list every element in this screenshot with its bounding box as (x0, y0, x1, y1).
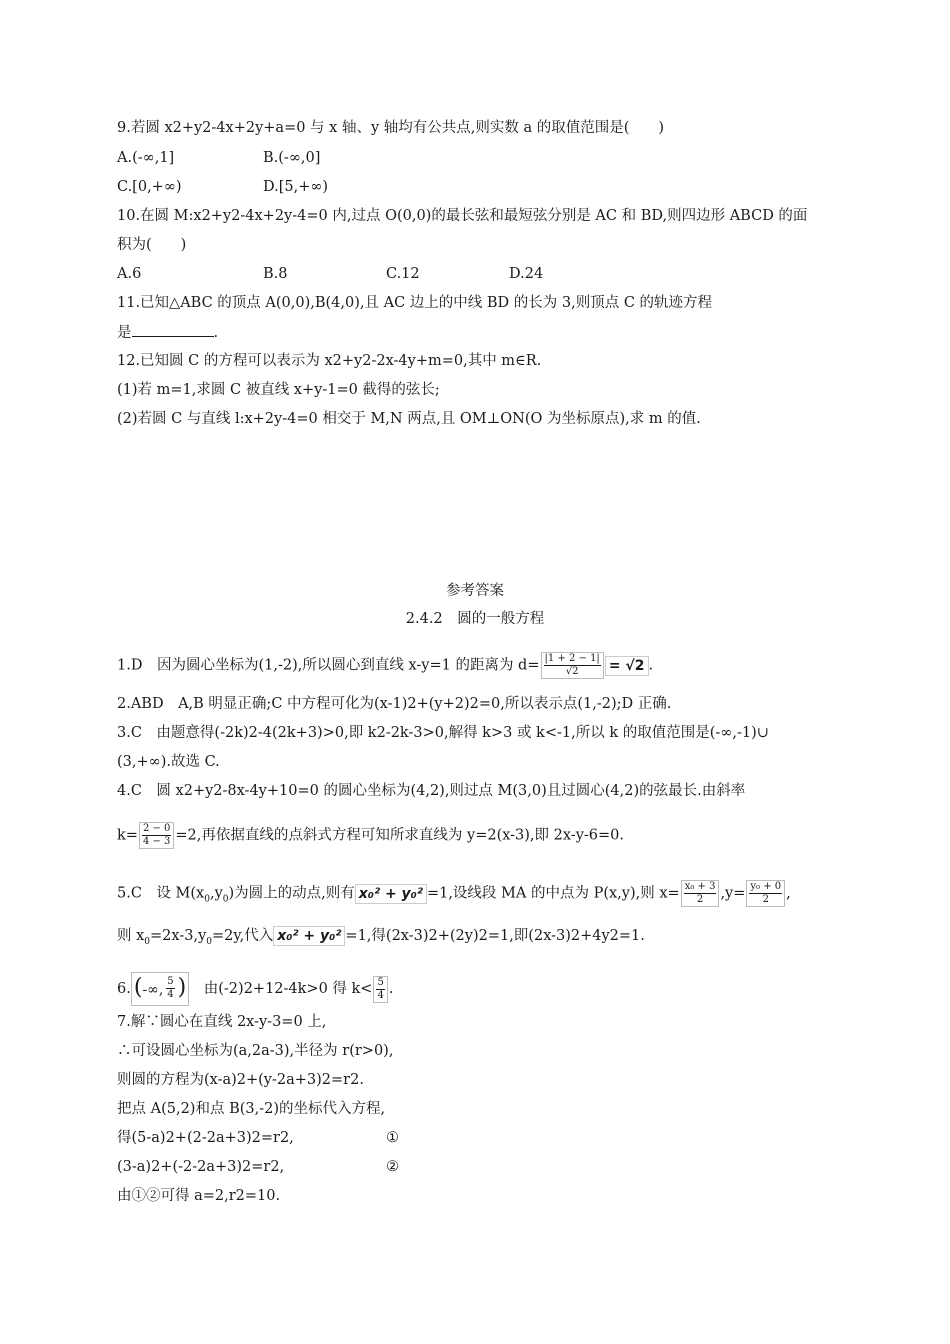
a1-frac-num: |1 + 2 − 1| (544, 653, 600, 664)
a5-part-b: ,y (209, 885, 223, 902)
a6-bound-frac (373, 976, 387, 1003)
answer-7-line5: 得(5-a)2+(2-2a+3)2=r2, (117, 1130, 294, 1146)
question-11-stem-line2 (117, 322, 218, 343)
a5-l2-sub-x0: 0 (144, 936, 151, 947)
a5-sub-y0: 0 (222, 894, 229, 905)
answer-6 (117, 972, 393, 1006)
q9-option-b: B.(-∞,0] (263, 150, 321, 166)
q9-option-c: C.[0,+∞) (117, 179, 182, 195)
answer-3-line2: (3,+∞).故选 C. (117, 754, 220, 770)
answer-2: 2.ABD A,B 明显正确;C 中方程可化为(x-1)2+(y+2)2=0,所以表示点(1,-2);D 正确. (117, 696, 672, 712)
a4-suffix: =2,再依据直线的点斜式方程可知所求直线为 y=2(x-3),即 2x-y-6=0. (175, 827, 624, 844)
answer-3-line1: 3.C 由题意得(-2k)2-4(2k+3)>0,即 k2-2k-3>0,解得 k>3 或 k<-1,所以 k 的取值范围是(-∞,-1)∪ (117, 725, 769, 741)
a6-interval-frac (164, 976, 176, 1001)
a6-end: . (388, 981, 394, 997)
a1-text: 1.D 因为圆心坐标为(1,-2),所以圆心到直线 x-y=1 的距离为 d= (117, 657, 540, 674)
q10-option-d: D.24 (509, 266, 544, 282)
answer-7-line7: 由①②可得 a=2,r2=10. (117, 1188, 281, 1204)
a6-open: ( (133, 975, 143, 1000)
a1-fraction (541, 652, 604, 679)
answers-title: 参考答案 (446, 583, 504, 599)
question-10-stem-line1: 10.在圆 M:x2+y2-4x+2y-4=0 内,过点 O(0,0)的最长弦和最短弦分别是 AC 和 BD,则四边形 ABCD 的面 (117, 208, 808, 224)
q9-option-a: A.(-∞,1] (117, 150, 175, 166)
a5-sub-x0: 0 (204, 894, 210, 905)
answer-4-line2 (117, 822, 624, 849)
a6-frac-den: 4 (167, 988, 174, 1000)
a6-bound-den: 4 (377, 989, 384, 1001)
question-12-part2: (2)若圆 C 与直线 l:x+2y-4=0 相交于 M,N 两点,且 OM⊥ON(O 为坐标原点),求 m 的值. (117, 411, 701, 427)
q10-option-b: B.8 (263, 266, 288, 282)
question-12-part1: (1)若 m=1,求圆 C 被直线 x+y-1=0 截得的弦长; (117, 382, 440, 398)
answer-5-line2 (117, 926, 645, 952)
a5-frac1-den: 2 (696, 894, 704, 905)
q11-prefix: 是 (117, 325, 132, 341)
a5-part-f: , (786, 885, 791, 902)
answer-7-line2: ∴可设圆心坐标为(a,2a-3),半径为 r(r>0), (117, 1043, 394, 1059)
a6-interval (131, 972, 189, 1006)
a5-l2-expr: x₀² + y₀² (273, 926, 345, 946)
a5-frac1-num: x₀ + 3 (684, 881, 716, 892)
a5-expr: x₀² + y₀² (355, 884, 427, 904)
q10-option-a: A.6 (117, 266, 142, 282)
a5-l2-d: =1,得(2x-3)2+(2y)2=1,即(2x-3)2+4y2=1. (345, 928, 645, 944)
a6-close: ) (177, 975, 187, 1000)
a1-end: . (648, 657, 654, 674)
answer-7-line1: 7.解∵圆心在直线 2x-y-3=0 上, (117, 1014, 327, 1030)
a4-frac-den: 4 − 3 (142, 836, 171, 847)
a5-l2-a: 则 x (117, 928, 145, 944)
a1-result: = √2 (605, 656, 649, 676)
q11-suffix: . (213, 325, 219, 341)
a5-fraction-y (746, 880, 785, 907)
a4-fraction (139, 822, 174, 849)
q10-option-c: C.12 (386, 266, 420, 282)
answer-1 (117, 652, 653, 679)
question-11-stem-line1: 11.已知△ABC 的顶点 A(0,0),B(4,0),且 AC 边上的中线 BD 的长为 3,则顶点 C 的轨迹方程 (117, 295, 713, 311)
answer-blank (132, 322, 214, 337)
question-9-stem: 9.若圆 x2+y2-4x+2y+a=0 与 x 轴、y 轴均有公共点,则实数 a 的取值范围是( ) (117, 120, 665, 136)
a5-part-a: 5.C 设 M(x (117, 885, 205, 902)
a5-l2-b: =2x-3,y (150, 928, 207, 944)
a5-part-e: ,y= (720, 885, 746, 902)
equation-marker-1: ① (386, 1130, 399, 1146)
q9-option-d: D.[5,+∞) (263, 179, 329, 195)
a6-prefix: 6. (117, 981, 131, 997)
answer-7-line6: (3-a)2+(-2-2a+3)2=r2, (117, 1159, 285, 1175)
a5-l2-sub-y0: 0 (206, 936, 212, 947)
a4-frac-num: 2 − 0 (142, 823, 171, 834)
a5-l2-c: =2y,代入 (212, 928, 274, 944)
a5-part-d: =1,设线段 MA 的中点为 P(x,y),则 x= (426, 885, 680, 902)
a1-frac-den: √2 (565, 666, 579, 677)
answer-7-line3: 则圆的方程为(x-a)2+(y-2a+3)2=r2. (117, 1072, 364, 1088)
answer-5-line1 (117, 880, 791, 909)
a5-frac2-num: y₀ + 0 (750, 881, 782, 892)
a5-frac2-den: 2 (762, 894, 769, 905)
question-12-stem: 12.已知圆 C 的方程可以表示为 x2+y2-2x-4y+m=0,其中 m∈R. (117, 353, 542, 369)
answer-7-line4: 把点 A(5,2)和点 B(3,-2)的坐标代入方程, (117, 1101, 386, 1117)
a6-frac-num: 5 (167, 975, 174, 987)
answer-4-line1: 4.C 圆 x2+y2-8x-4y+10=0 的圆心坐标为(4,2),则过点 M(3,0)且过圆心(4,2)的弦最长.由斜率 (117, 783, 746, 799)
a4-prefix: k= (117, 827, 138, 844)
a6-bound-num: 5 (377, 976, 384, 988)
equation-marker-2: ② (386, 1159, 399, 1175)
a6-text: 由(-2)2+12-4k>0 得 k< (189, 981, 373, 997)
a6-mid: -∞, (142, 982, 164, 998)
a5-fraction-x (681, 880, 720, 907)
section-title: 2.4.2 圆的一般方程 (405, 611, 545, 627)
a5-part-c: )为圆上的动点,则有 (228, 885, 355, 902)
question-10-stem-line2: 积为( ) (117, 237, 187, 253)
